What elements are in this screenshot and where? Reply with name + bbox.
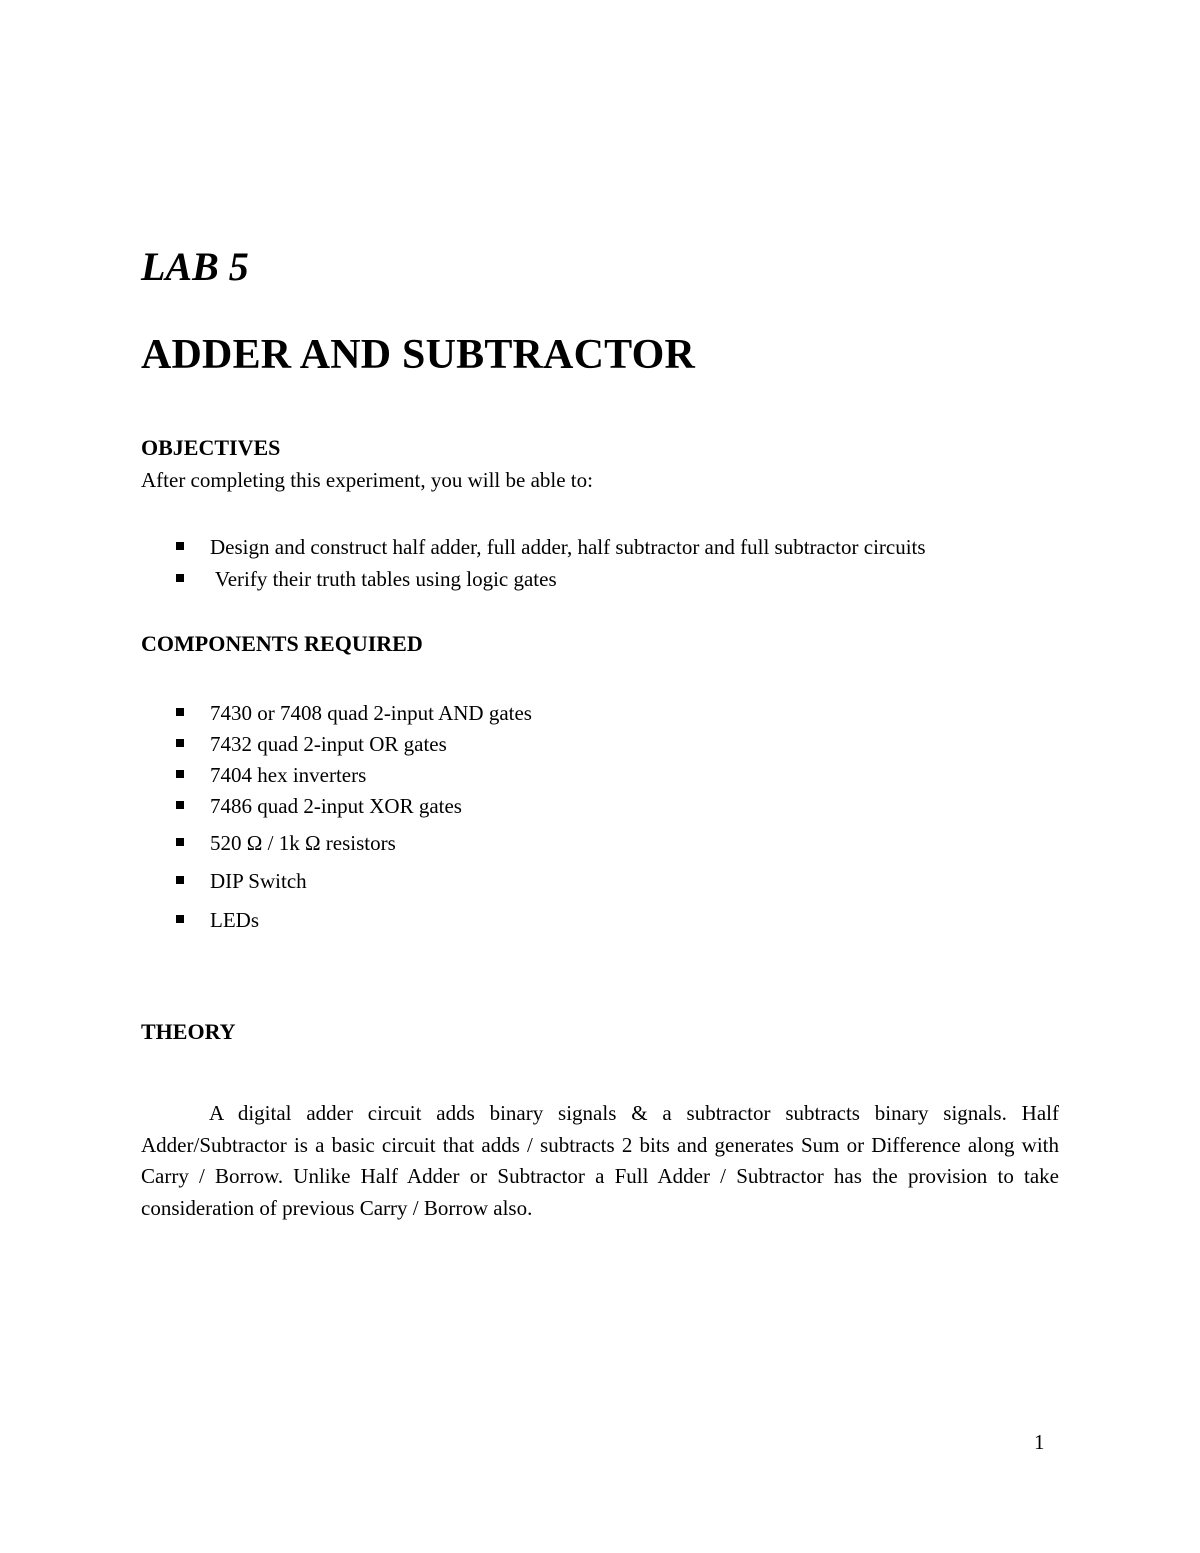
objective-item (176, 569, 557, 590)
component-item-text: 7430 or 7408 quad 2-input AND gates (210, 701, 532, 725)
component-item (176, 910, 259, 931)
square-bullet-icon (176, 838, 184, 846)
component-item (176, 871, 307, 892)
square-bullet-icon (176, 739, 184, 747)
component-item-text: 7404 hex inverters (210, 763, 367, 787)
component-item (176, 833, 396, 854)
square-bullet-icon (176, 574, 184, 582)
components-heading: COMPONENTS REQUIRED (141, 631, 423, 656)
square-bullet-icon (176, 876, 184, 884)
square-bullet-icon (176, 801, 184, 809)
objective-item (176, 537, 926, 558)
component-item-text: 520 Ω / 1k Ω resistors (210, 831, 396, 855)
component-item-text: 7486 quad 2-input XOR gates (210, 794, 462, 818)
square-bullet-icon (176, 708, 184, 716)
square-bullet-icon (176, 542, 184, 550)
theory-heading: THEORY (141, 1019, 236, 1044)
objective-item-text: Design and construct half adder, full adder, half subtractor and full subtractor circuits (210, 535, 926, 559)
objectives-intro: After completing this experiment, you will be able to: (141, 468, 593, 492)
objectives-heading: OBJECTIVES (141, 435, 281, 460)
component-item (176, 734, 447, 755)
component-item (176, 703, 532, 724)
component-item (176, 765, 366, 786)
component-item-text: 7432 quad 2-input OR gates (210, 732, 447, 756)
square-bullet-icon (176, 915, 184, 923)
component-item-text: DIP Switch (210, 869, 307, 893)
objective-item-text: Verify their truth tables using logic gates (210, 567, 557, 591)
component-item-text: LEDs (210, 908, 259, 932)
component-item (176, 796, 462, 817)
page-number: 1 (1034, 1430, 1045, 1454)
document-title: ADDER AND SUBTRACTOR (141, 332, 695, 378)
square-bullet-icon (176, 770, 184, 778)
theory-paragraph: A digital adder circuit adds binary signals & a subtractor subtracts binary signals. Half Adder/Subtractor is a basic circuit that adds / subtracts 2 bits and generates Sum or Difference along with Carry / Borrow. Unlike Half Adder or Subtractor a Full Adder / Subtractor has the provision to take consideration of previous Carry / Borrow also. (141, 1101, 1059, 1220)
lab-number: LAB 5 (141, 244, 249, 289)
